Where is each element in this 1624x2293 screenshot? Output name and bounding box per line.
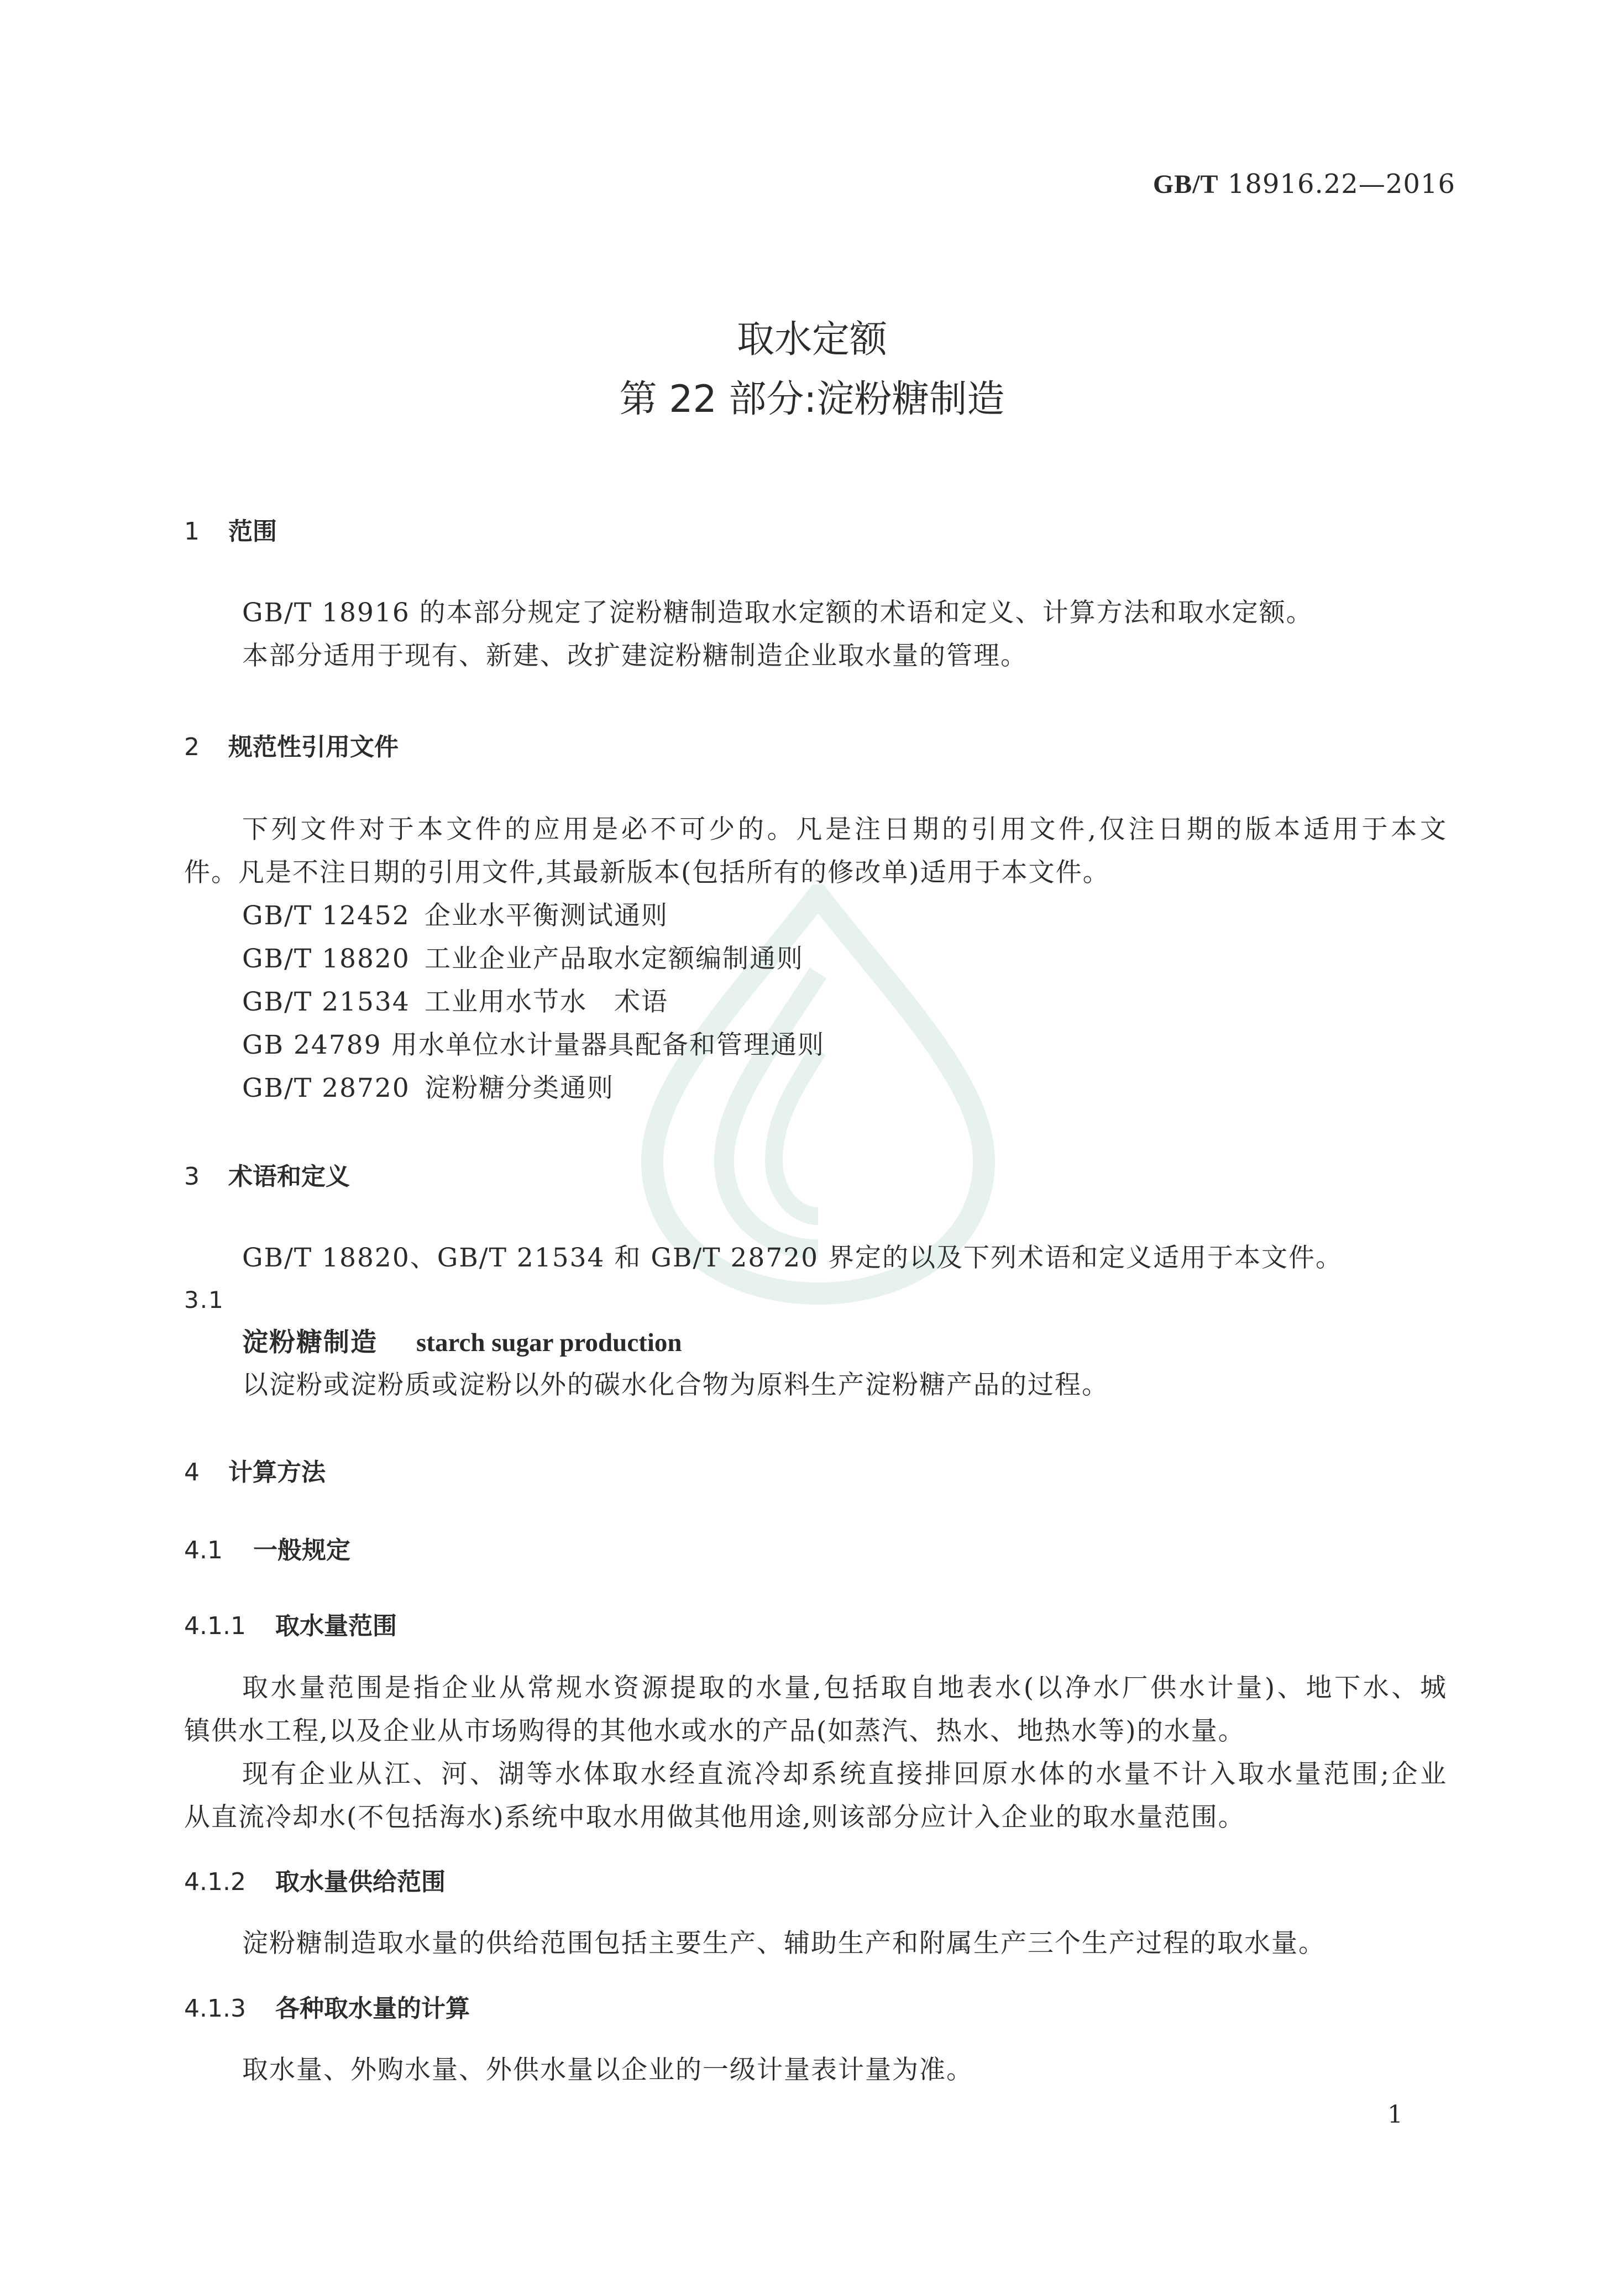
reference-code: GB/T 21534 — [242, 987, 410, 1017]
section-2-heading — [184, 727, 399, 762]
paragraph: 镇供水工程,以及企业从市场购得的其他水或水的产品(如蒸汽、热水、地热水等)的水量。 — [184, 1716, 1245, 1746]
section-title: 规范性引用文件 — [228, 733, 399, 761]
section-number: 3 — [184, 1163, 200, 1191]
reference-item — [242, 938, 804, 981]
reference-title: 企业水平衡测试通则 — [425, 901, 668, 931]
section-title: 范围 — [228, 517, 277, 546]
subsection-title: 取水量范围 — [275, 1612, 397, 1640]
term-number: 3.1 — [184, 1286, 224, 1313]
document-id-prefix: GB/T — [1152, 170, 1219, 199]
reference-title: 工业企业产品取水定额编制通则 — [425, 944, 804, 974]
subsection-4-1-3-heading — [184, 1988, 470, 2024]
reference-title: 淀粉糖分类通则 — [425, 1073, 614, 1103]
reference-item — [242, 1024, 825, 1067]
section-number: 4 — [184, 1458, 200, 1486]
paragraph: GB/T 18820、GB/T 21534 和 GB/T 28720 界定的以及下列术语和定义适用于本文件。 — [242, 1243, 1343, 1273]
section-1-heading — [184, 511, 277, 547]
document-id — [1153, 169, 1455, 200]
section-title: 计算方法 — [228, 1458, 326, 1486]
term-chinese: 淀粉糖制造 — [242, 1327, 378, 1358]
reference-item — [242, 1067, 614, 1110]
subsection-number: 4.1 — [184, 1536, 223, 1564]
reference-code: GB/T 18820 — [242, 944, 410, 974]
subsection-number: 4.1.2 — [184, 1868, 246, 1896]
subsection-number: 4.1.1 — [184, 1612, 246, 1640]
subsection-4-1-heading — [184, 1530, 350, 1566]
page-number: 1 — [1387, 2101, 1403, 2129]
paragraph: 件。凡是不注日期的引用文件,其最新版本(包括所有的修改单)适用于本文件。 — [184, 857, 1110, 888]
paragraph: 从直流冷却水(不包括海水)系统中取水用做其他用途,则该部分应计入企业的取水量范围。 — [184, 1802, 1245, 1833]
reference-code: GB/T 28720 — [242, 1073, 410, 1103]
paragraph: 现有企业从江、河、湖等水体取水经直流冷却系统直接排回原水体的水量不计入取水量范围;企业 — [242, 1759, 1447, 1789]
reference-title: 工业用水节水 术语 — [425, 987, 668, 1017]
term-definition: 以淀粉或淀粉质或淀粉以外的碳水化合物为原料生产淀粉糖产品的过程。 — [242, 1370, 1109, 1400]
paragraph: 下列文件对于本文件的应用是必不可少的。凡是注日期的引用文件,仅注日期的版本适用于本文 — [242, 814, 1447, 845]
paragraph: 取水量范围是指企业从常规水资源提取的水量,包括取自地表水(以净水厂供水计量)、地下水、城 — [242, 1673, 1447, 1703]
reference-code: GB 24789 — [242, 1030, 382, 1060]
subsection-title: 一般规定 — [253, 1536, 350, 1564]
subsection-4-1-1-heading — [184, 1606, 397, 1641]
reference-item — [242, 981, 668, 1024]
reference-title: 用水单位水计量器具配备和管理通则 — [391, 1030, 825, 1060]
section-4-heading — [184, 1452, 326, 1488]
subsection-4-1-2-heading — [184, 1862, 446, 1897]
paragraph: 取水量、外购水量、外供水量以企业的一级计量表计量为准。 — [242, 2055, 973, 2085]
reference-item — [242, 894, 668, 938]
title-line-2: 第 22 部分:淀粉糖制造 — [619, 378, 1005, 421]
subsection-number: 4.1.3 — [184, 1994, 246, 2023]
reference-code: GB/T 12452 — [242, 901, 410, 931]
section-title: 术语和定义 — [228, 1163, 350, 1191]
section-number: 2 — [184, 733, 200, 761]
subsection-title: 取水量供给范围 — [275, 1868, 446, 1896]
subsection-title: 各种取水量的计算 — [275, 1994, 470, 2023]
section-3-heading — [184, 1156, 350, 1192]
paragraph: GB/T 18916 的本部分规定了淀粉糖制造取水定额的术语和定义、计算方法和取水定额。 — [242, 598, 1313, 628]
section-number: 1 — [184, 517, 200, 546]
term-english: starch sugar production — [416, 1328, 682, 1357]
document-id-number: 18916.22—2016 — [1227, 169, 1455, 200]
title-line-1: 取水定额 — [736, 318, 887, 362]
paragraph: 淀粉糖制造取水量的供给范围包括主要生产、辅助生产和附属生产三个生产过程的取水量。 — [242, 1928, 1326, 1959]
paragraph: 本部分适用于现有、新建、改扩建淀粉糖制造企业取水量的管理。 — [242, 641, 1028, 671]
term-entry — [242, 1321, 682, 1364]
